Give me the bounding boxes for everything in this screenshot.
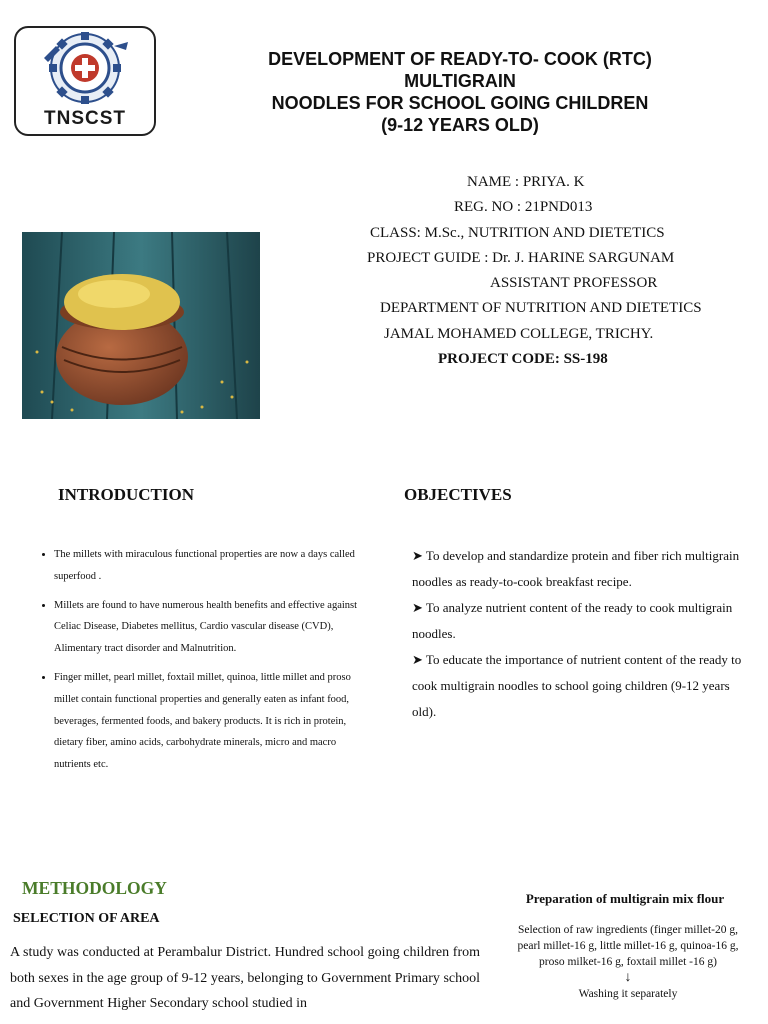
objective-text: To develop and standardize protein and fiber rich multigrain noodles as ready-to-cook breakfast recipe. bbox=[412, 548, 740, 589]
list-item bbox=[412, 595, 742, 647]
guide-designation: ASSISTANT PROFESSOR bbox=[490, 275, 658, 292]
introduction-heading: INTRODUCTION bbox=[58, 485, 195, 504]
gear-emblem-icon bbox=[16, 28, 154, 108]
student-name: NAME : PRIYA. K bbox=[467, 174, 585, 190]
project-code: PROJECT CODE: SS-198 bbox=[438, 351, 608, 368]
list-item: • Millets are found to have numerous health benefits and effective against Celiac Disease, Diabetes mellitus, Cardio vascular disease (CVD), Alimentary tract disorder and Malnutrition. bbox=[54, 595, 374, 660]
arrow-bullet-icon: ➤ bbox=[412, 600, 426, 615]
logo-text: TNSCST bbox=[44, 108, 126, 129]
reg-number: REG. NO : 21PND013 bbox=[454, 199, 593, 216]
study-paragraph: A study was conducted at Perambalur District. Hundred school going children from both sexes in the age group of 9-12 years, belonging to Government Primary school and Government Higher Secondary school studied in bbox=[10, 945, 480, 1011]
list-item bbox=[412, 647, 742, 725]
college: JAMAL MOHAMED COLLEGE, TRICHY. bbox=[384, 325, 654, 342]
list-item: • Finger millet, pearl millet, foxtail millet, quinoa, little millet and proso millet contain functional properties and generally eaten as infant food, beverages, fermented foods, and bakery products. It is rich in protein, dietary fiber, amino acids, carbohydrate minerals, micro and macro nutrients etc. bbox=[54, 667, 374, 776]
arrow-bullet-icon: ➤ bbox=[412, 652, 426, 667]
objectives-heading: OBJECTIVES bbox=[404, 485, 512, 504]
flow-step: Washing it separately bbox=[578, 988, 678, 1000]
title-line: NOODLES FOR SCHOOL GOING CHILDREN bbox=[271, 93, 649, 113]
preparation-heading: Preparation of multigrain mix flour bbox=[525, 891, 725, 906]
department: DEPARTMENT OF NUTRITION AND DIETETICS bbox=[380, 300, 702, 317]
list-item: • The millets with miraculous functional properties are now a days called superfood . bbox=[54, 544, 374, 588]
objective-text: To educate the importance of nutrient content of the ready to cook multigrain noodles to school going children (9-12 years old). bbox=[412, 652, 742, 719]
methodology-heading: METHODOLOGY bbox=[22, 878, 167, 898]
arrow-bullet-icon: ➤ bbox=[412, 548, 426, 563]
introduction-list bbox=[30, 544, 374, 783]
student-info bbox=[330, 170, 750, 372]
title-line: (9-12 YEARS OLD) bbox=[381, 115, 539, 135]
selection-of-area-heading: SELECTION OF AREA bbox=[13, 911, 160, 926]
tnscst-logo bbox=[14, 26, 156, 136]
title-line: MULTIGRAIN bbox=[404, 71, 516, 91]
down-arrow-icon: ↓ bbox=[624, 970, 632, 985]
list-item bbox=[412, 543, 742, 595]
title-line: DEVELOPMENT OF READY-TO- COOK (RTC) bbox=[268, 49, 652, 69]
flow-step: Selection of raw ingredients (finger millet-20 g, pearl millet-16 g, little millet-16 g, quinoa-16 g, proso milket-16 g, foxtail millet -16 g) bbox=[517, 924, 739, 968]
preparation-flow bbox=[510, 922, 746, 1002]
class-info: CLASS: M.Sc., NUTRITION AND DIETETICS bbox=[370, 224, 665, 241]
millet-pot-photo bbox=[22, 232, 260, 419]
objectives-list bbox=[412, 543, 742, 725]
project-guide: PROJECT GUIDE : Dr. J. HARINE SARGUNAM bbox=[367, 249, 675, 266]
objective-text: To analyze nutrient content of the ready to cook multigrain noodles. bbox=[412, 600, 733, 641]
page-title bbox=[230, 48, 690, 136]
